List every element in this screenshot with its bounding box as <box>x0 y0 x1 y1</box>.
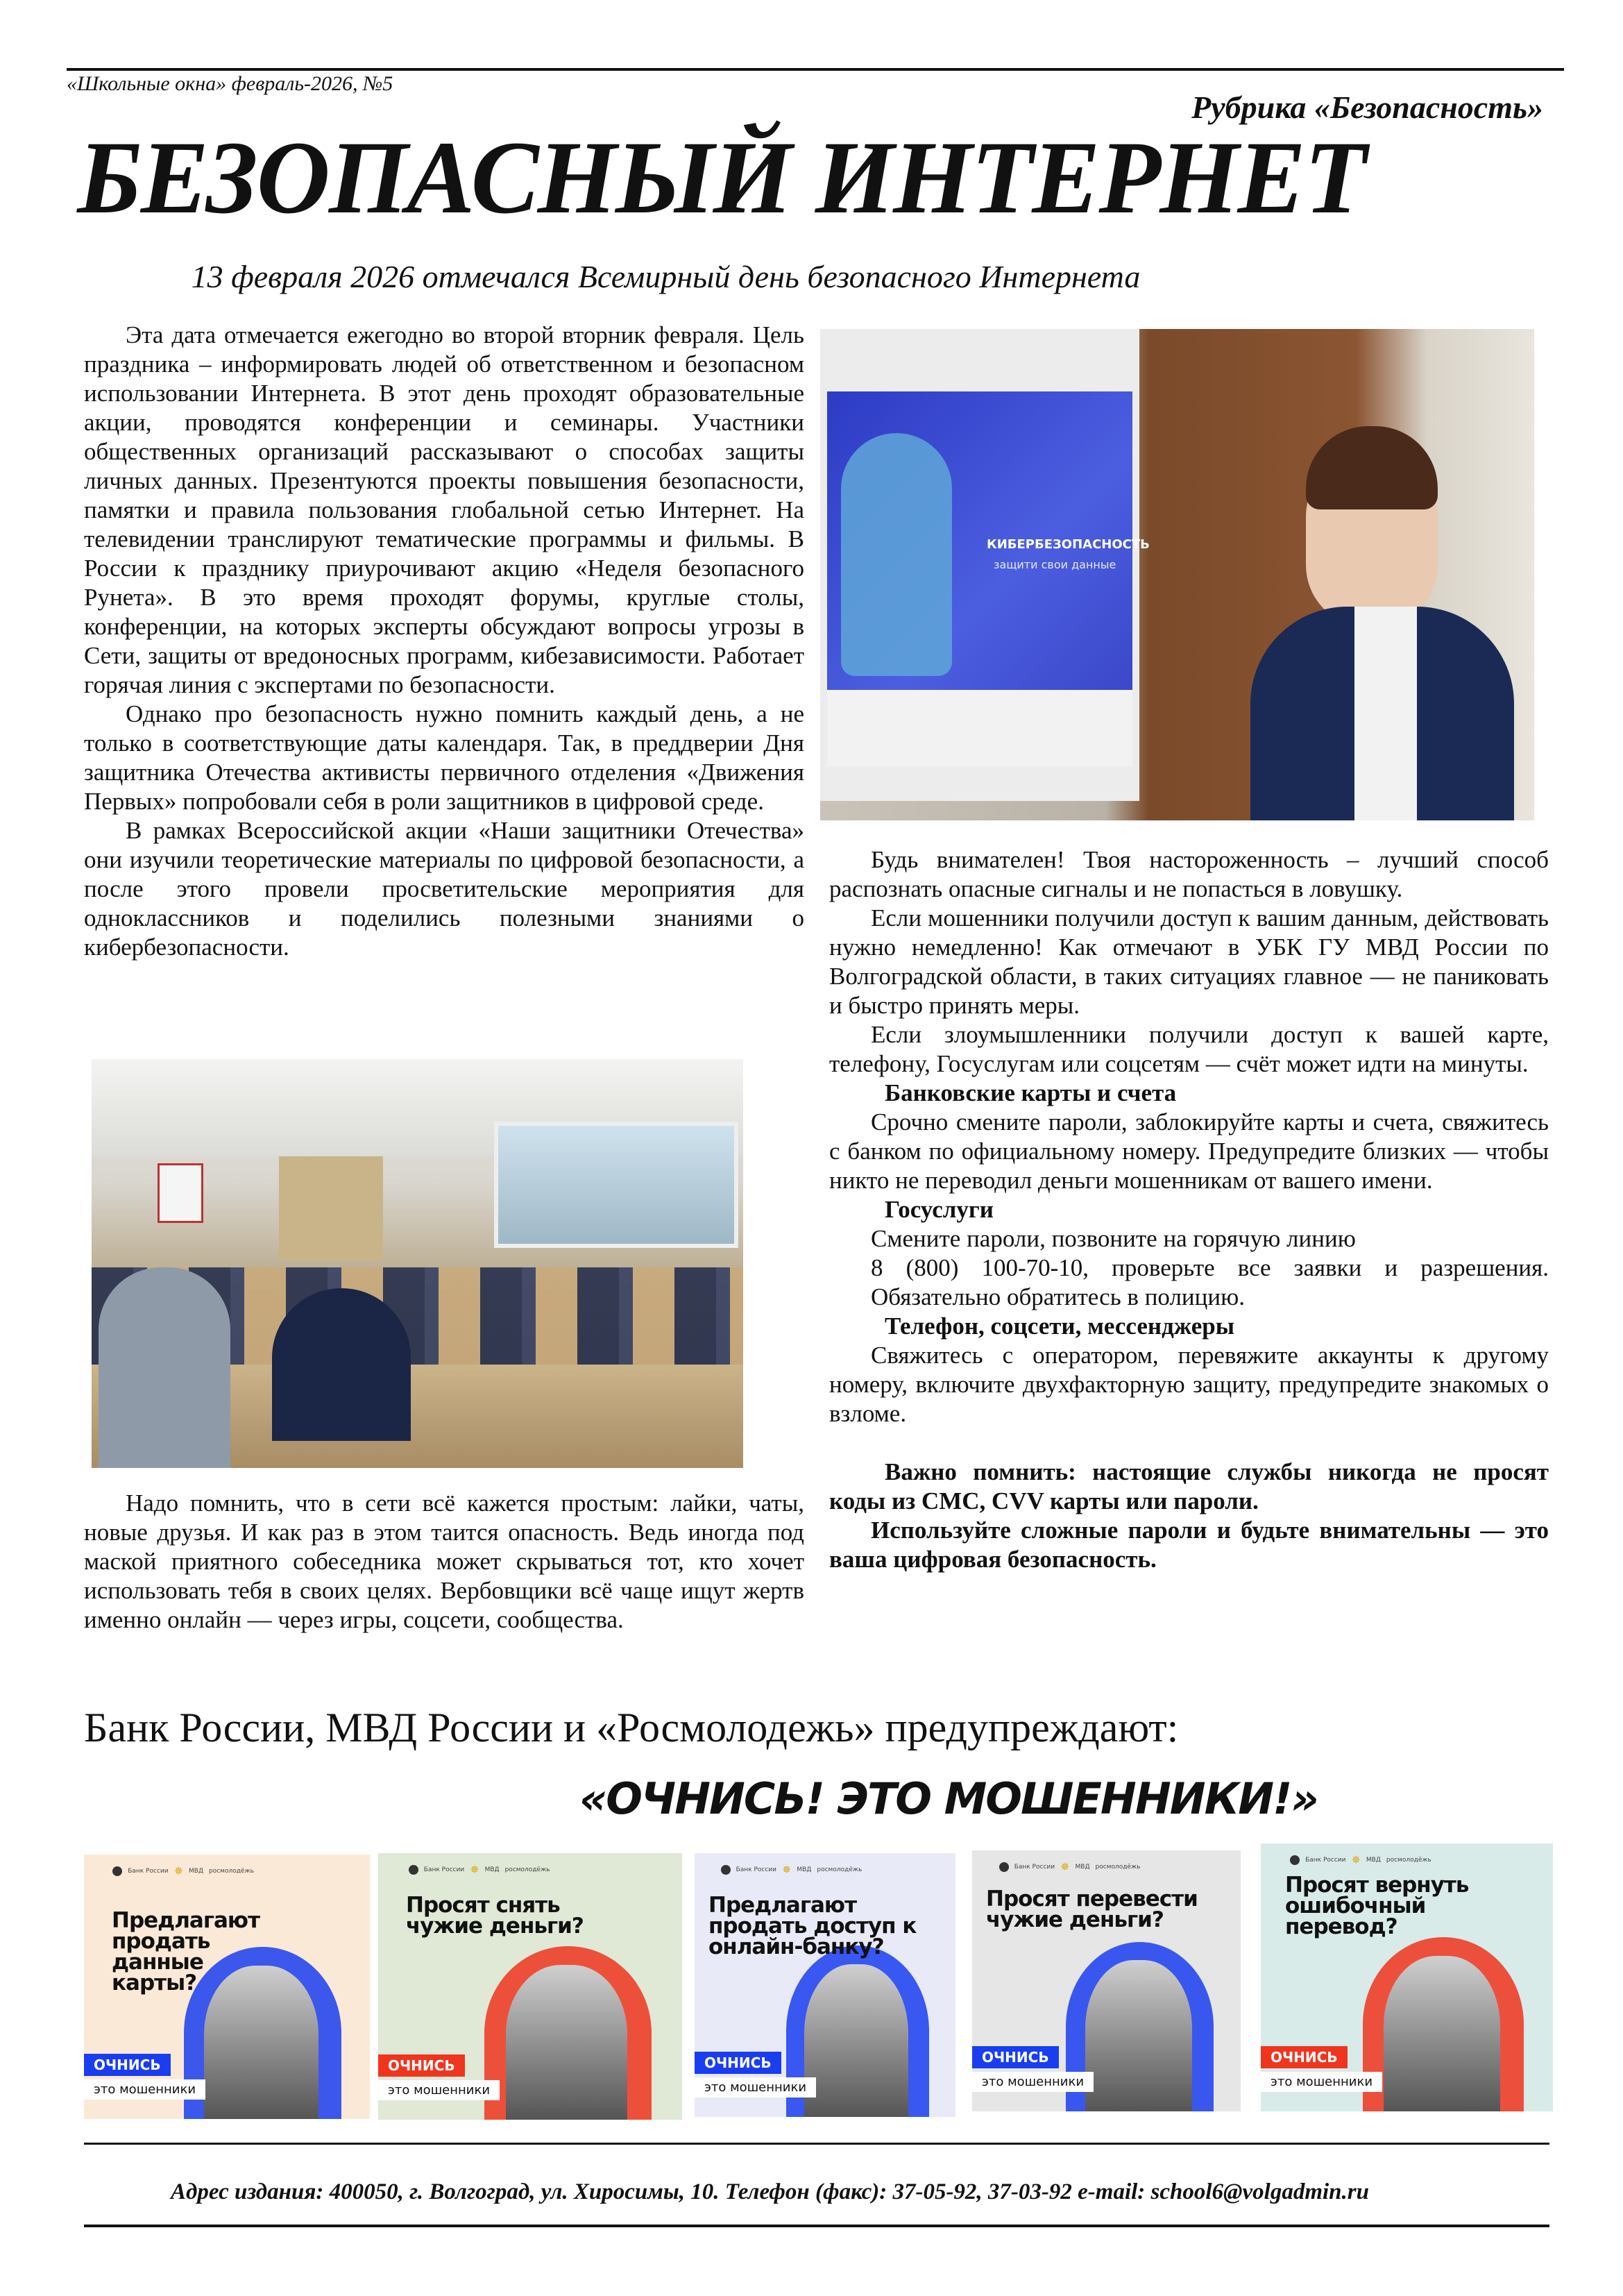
poster-logo-text: МВД <box>1075 1863 1090 1871</box>
subtitle: 13 февраля 2026 отмечался Всемирный день безопасного Интернета <box>191 259 1141 294</box>
paragraph: Будь внимателен! Твоя настороженность – лучший способ распознать опасные сигналы и не попасться в ловушку. <box>829 846 1549 902</box>
poster-logos <box>112 1864 254 1877</box>
mvd-star-icon: ✵ <box>1060 1860 1070 1873</box>
paragraph: Если злоумышленники получили доступ к вашей карте, телефону, Госуслугам или соцсетям — счёт может идти на минуты. <box>829 1021 1549 1077</box>
poster-subtitle: это мошенники <box>84 2079 205 2100</box>
poster <box>972 1850 1241 2111</box>
poster-logo-text: МВД <box>1366 1856 1381 1864</box>
screen-subheading: защити свои данные <box>994 558 1116 571</box>
banner-slogan: «ОЧНИСЬ! ЭТО МОШЕННИКИ!» <box>579 1773 1318 1824</box>
paragraph: Надо помнить, что в сети всё кажется простым: лайки, чаты, новые друзья. И как раз в этом таится опасность. Ведь иногда под маской приятного собеседника может скрываться тот, кто хочет использовать тебя в своих целях. Вербовщики всё чаще ищут жертв именно онлайн — через игры, соцсети, сообщества. <box>84 1489 804 1633</box>
paragraph: Если мошенники получили доступ к вашим данным, действовать нужно немедленно! Как отмечают в УБК ГУ МВД России по Волгоградской области, в таких ситуациях главное — не паниковать и быстро принять меры. <box>829 904 1549 1019</box>
page-title: БЕЗОПАСНЫЙ ИНТЕРНЕТ <box>77 120 1366 235</box>
footer-top-rule <box>84 2143 1549 2145</box>
mvd-star-icon: ✵ <box>1351 1853 1361 1866</box>
poster-title: Предлагают продать доступ к онлайн-банку? <box>708 1893 917 1959</box>
poster-logo-text: росмолодёжь <box>1095 1863 1141 1871</box>
footer-bottom-rule <box>84 2225 1549 2227</box>
poster-person <box>506 1965 627 2120</box>
poster-title: Просят перевести чужие деньги? <box>986 1886 1198 1932</box>
poster-logo-text: росмолодёжь <box>1386 1856 1431 1864</box>
poster-logo-text: МВД <box>484 1866 500 1873</box>
masthead: «Школьные окна» февраль-2026, №5 <box>67 72 393 95</box>
important-note: Важно помнить: настоящие службы никогда не просят коды из СМС, CVV карты или пароли. <box>829 1458 1549 1514</box>
right-column <box>829 845 1549 1574</box>
bank-emblem-icon <box>112 1866 122 1876</box>
rubric-label: Рубрика «Безопасность» <box>1191 90 1543 125</box>
poster-logo-text: Банк России <box>423 1866 465 1873</box>
poster-badge: ОЧНИСЬ <box>1261 2046 1348 2068</box>
poster-logo-text: Банк России <box>736 1866 776 1873</box>
bank-emblem-icon <box>999 1862 1009 1872</box>
poster-subtitle: это мошенники <box>378 2080 500 2100</box>
classroom-photo <box>92 1059 743 1468</box>
paragraph: 8 (800) 100-70-10, проверьте все заявки и разрешения. Обязательно обратитесь в полицию. <box>871 1254 1549 1310</box>
paragraph: Свяжитесь с оператором, перевяжите аккаунты к другому номеру, включите двухфакторную защиту, предупредите знакомых о взломе. <box>829 1342 1549 1427</box>
section-heading: Телефон, соцсети, мессенджеры <box>885 1312 1235 1340</box>
poster-logo-text: МВД <box>189 1867 203 1875</box>
poster-person <box>804 1964 908 2117</box>
poster-logos <box>1290 1853 1431 1866</box>
screen-heading: КИБЕРБЕЗОПАСНОСТЬ <box>987 537 1150 552</box>
poster <box>695 1853 955 2117</box>
poster-badge: ОЧНИСЬ <box>84 2054 171 2076</box>
poster-subtitle: это мошенники <box>1261 2072 1382 2092</box>
paragraph: Смените пароли, позвоните на горячую линию <box>871 1225 1356 1252</box>
mvd-star-icon: ✵ <box>782 1863 792 1876</box>
poster-subtitle: это мошенники <box>695 2077 816 2097</box>
poster-title: Просят снять чужие деньги? <box>406 1893 584 1939</box>
poster <box>1261 1843 1553 2111</box>
mvd-star-icon: ✵ <box>173 1864 183 1877</box>
bank-emblem-icon <box>409 1865 418 1875</box>
section-heading: Банковские карты и счета <box>885 1079 1177 1106</box>
poster-title: Предлагают продать данные карты? <box>112 1908 260 1995</box>
poster-badge: ОЧНИСЬ <box>378 2054 465 2077</box>
footer-address: Адрес издания: 400050, г. Волгоград, ул. Хиросимы, 10. Телефон (факс): 37-05-92, 37-03-92 e-mail: school6@volgadmin.ru <box>171 2179 1369 2204</box>
paragraph: В рамках Всероссийской акции «Наши защитники Отечества» они изучили теоретические материалы по цифровой безопасности, а после этого провели просветительские мероприятия для одноклассников и поделились полезными знаниями о кибербезопасности. <box>84 817 804 961</box>
poster-logo-text: Банк России <box>1014 1863 1055 1871</box>
poster-logo-text: росмолодёжь <box>817 1866 863 1873</box>
poster-logo-text: Банк России <box>128 1867 169 1875</box>
poster-badge: ОЧНИСЬ <box>972 2046 1059 2068</box>
poster-badge: ОЧНИСЬ <box>695 2052 781 2074</box>
poster <box>378 1853 682 2120</box>
poster-logo-text: росмолодёжь <box>504 1866 550 1873</box>
poster-logo-text: росмолодёжь <box>208 1867 254 1875</box>
poster-subtitle: это мошенники <box>972 2072 1094 2092</box>
paragraph: Срочно смените пароли, заблокируйте карты и счета, свяжитесь с банком по официальному номеру. Предупредите близких — чтобы никто не переводил деньги мошенникам от вашего имени. <box>829 1108 1549 1194</box>
left-column-bottom <box>84 1489 804 1635</box>
mvd-star-icon: ✵ <box>470 1863 479 1876</box>
poster <box>84 1855 370 2119</box>
left-column <box>84 321 804 962</box>
top-rule <box>67 68 1564 71</box>
section-heading: Госуслуги <box>885 1196 994 1223</box>
bank-emblem-icon <box>721 1865 731 1875</box>
banner-warning: Банк России, МВД России и «Росмолодежь» предупреждают: <box>84 1705 1179 1750</box>
poster-title: Просят вернуть ошибочный перевод? <box>1285 1873 1469 1939</box>
paragraph: Однако про безопасность нужно помнить каждый день, а не только в соответствующие даты календаря. Так, в преддверии Дня защитника Отечества активисты первичного отделения «Движения Первых» попробовали себя в роли защитников в цифровой среде. <box>84 700 804 815</box>
bank-emblem-icon <box>1290 1855 1300 1865</box>
poster-logos <box>409 1863 550 1876</box>
important-note: Используйте сложные пароли и будьте внимательны — это ваша цифровая безопасность. <box>829 1517 1549 1573</box>
poster-logos <box>999 1860 1141 1873</box>
poster-person <box>1085 1960 1193 2111</box>
paragraph: Эта дата отмечается ежегодно во второй вторник февраля. Цель праздника – информировать людей об ответственном и безопасном использовании Интернета. В этот день проходят образовательные акции, проводятся конференции и семинары. Участники общественных организаций рассказывают о способах защиты личных данных. Презентуются проекты повышения безопасности, памятки и правила пользования глобальной сетью Интернет. На телевидении транслируют тематические программы и фильмы. В России к празднику приурочивают акцию «Неделя безопасного Рунета». В это время проходят форумы, круглые столы, конференции, на которых эксперты обсуждают вопросы угрозы в Сети, защиты от вредоносных программ, кибезависимости. Работает горячая линия с экспертами по безопасности. <box>84 321 804 698</box>
poster-logo-text: МВД <box>797 1866 812 1873</box>
poster-person <box>1384 1956 1500 2111</box>
poster-logos <box>721 1863 863 1876</box>
poster-logo-text: Банк России <box>1305 1856 1346 1864</box>
presentation-photo <box>820 329 1534 820</box>
